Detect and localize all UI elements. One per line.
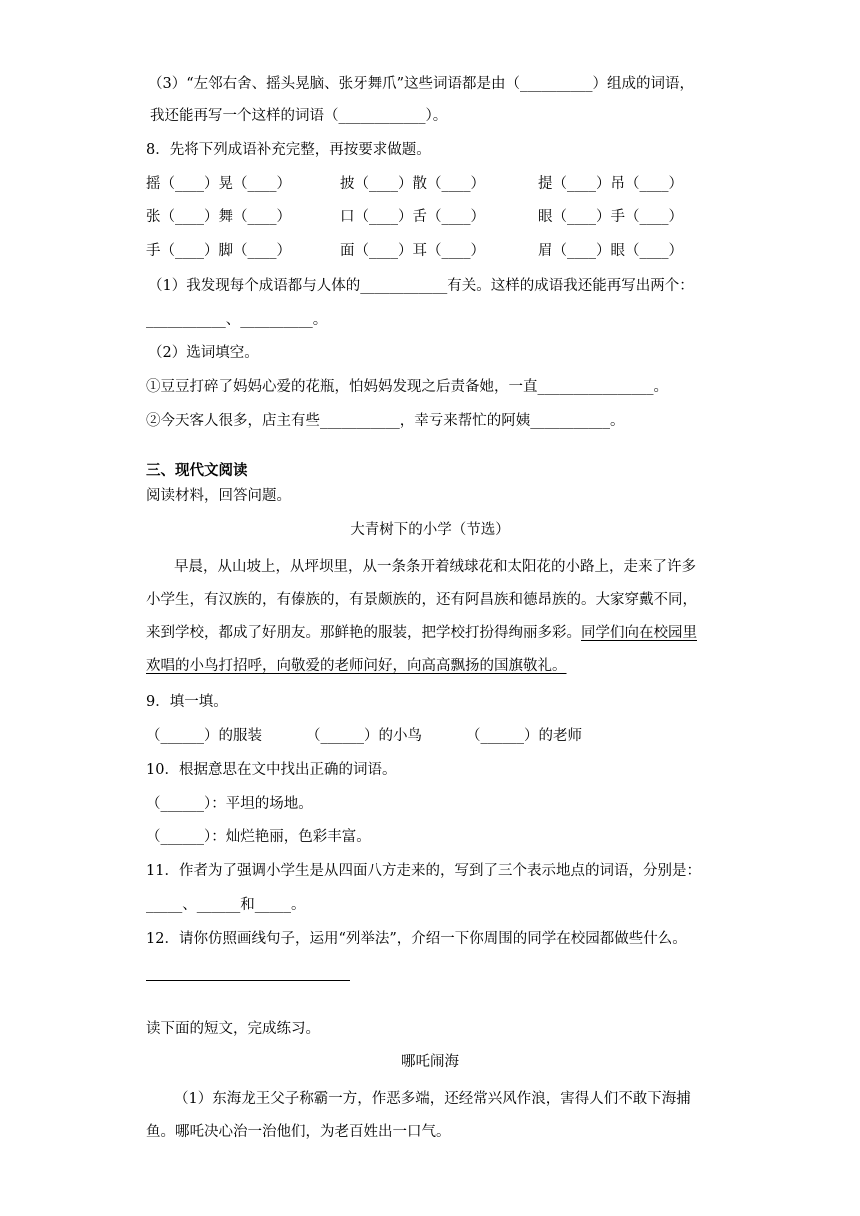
q10-item-b: （______）：灿烂艳丽，色彩丰富。	[146, 829, 371, 845]
q8-sub2-item-b: ②今天客人很多，店主有些___________，幸亏来帮忙的阿姨___________。	[146, 413, 625, 429]
q11-line2: _____、______和_____。	[146, 897, 306, 913]
q7-3-line1: （3）“左邻右舍、摇头晃脑、张牙舞爪”这些词语都是由（__________）组成的词语，	[148, 76, 695, 92]
q8-sub1-line1: （1）我发现每个成语都与人体的____________有关。这样的成语我还能再写出两个：	[148, 278, 694, 294]
q8-sub2-heading: （2）选词填空。	[148, 345, 259, 361]
q8-idiom-1-1: 摇（____）晃（____）	[146, 176, 291, 192]
q8-idiom-3-1: 手（____）脚（____）	[146, 243, 291, 259]
passage-line3	[146, 623, 697, 643]
passage-line3-text: 来到学校，都成了好朋友。那鲜艳的服装，把学校打扮得绚丽多彩。	[146, 625, 581, 641]
q8-idiom-1-2: 披（____）散（____）	[340, 176, 485, 192]
section4-passage-line2: 鱼。哪吒决心治一治他们，为老百姓出一口气。	[146, 1124, 451, 1140]
q8-sub2-item-a: ①豆豆打碎了妈妈心爱的花瓶，怕妈妈发现之后责备她，一直________________。	[146, 379, 668, 395]
passage-line2: 小学生，有汉族的，有傣族的，有景颇族的，还有阿昌族和德昂族的。大家穿戴不同，	[146, 592, 697, 608]
passage-title: 大青树下的小学（节选）	[350, 522, 510, 538]
q8-idiom-2-1: 张（____）舞（____）	[146, 209, 291, 225]
q8-idiom-2-3: 眼（____）手（____）	[538, 209, 683, 225]
q12-line1: 12．请你仿照画线句子，运用“列举法”，介绍一下你周围的同学在校园都做些什么。	[146, 931, 687, 947]
section3-heading: 三、现代文阅读	[146, 462, 248, 479]
q10-title: 10．根据意思在文中找出正确的词语。	[146, 762, 397, 778]
q8-idiom-1-3: 提（____）吊（____）	[538, 176, 683, 192]
q8-idiom-2-2: 口（____）舌（____）	[340, 209, 485, 225]
passage-line1: 早晨，从山坡上，从坪坝里，从一条条开着绒球花和太阳花的小路上，走来了许多	[174, 559, 696, 575]
q8-idiom-3-3: 眉（____）眼（____）	[538, 243, 683, 259]
q9-blank-bird: （______）的小鸟	[306, 728, 422, 744]
section4-intro: 读下面的短文，完成练习。	[146, 1021, 320, 1037]
underlined-sentence-part1: 同学们向在校园里	[581, 625, 697, 641]
q11-line1: 11．作者为了强调小学生是从四面八方走来的，写到了三个表示地点的词语，分别是：	[146, 863, 701, 879]
q12-answer-line	[146, 980, 350, 981]
q8-title: 8．先将下列成语补充完整，再按要求做题。	[146, 142, 431, 158]
q10-item-a: （______）：平坦的场地。	[146, 796, 313, 812]
q7-3-line2: 我还能再写一个这样的词语（____________）。	[150, 108, 448, 124]
q9-blank-clothing: （______）的服装	[146, 728, 262, 744]
q8-idiom-3-2: 面（____）耳（____）	[340, 243, 485, 259]
section3-intro: 阅读材料，回答问题。	[146, 488, 291, 504]
underlined-sentence-part2: 欢唱的小鸟打招呼，向敬爱的老师问好，向高高飘扬的国旗敬礼。	[146, 658, 567, 674]
q9-title: 9．填一填。	[146, 694, 228, 710]
q9-blank-teacher: （______）的老师	[466, 728, 582, 744]
section4-passage-line1: （1）东海龙王父子称霸一方，作恶多端，还经常兴风作浪，害得人们不敢下海捕	[174, 1091, 691, 1107]
section4-passage-title: 哪吒闹海	[401, 1054, 459, 1070]
q8-sub1-line2: ___________、__________。	[146, 312, 328, 328]
